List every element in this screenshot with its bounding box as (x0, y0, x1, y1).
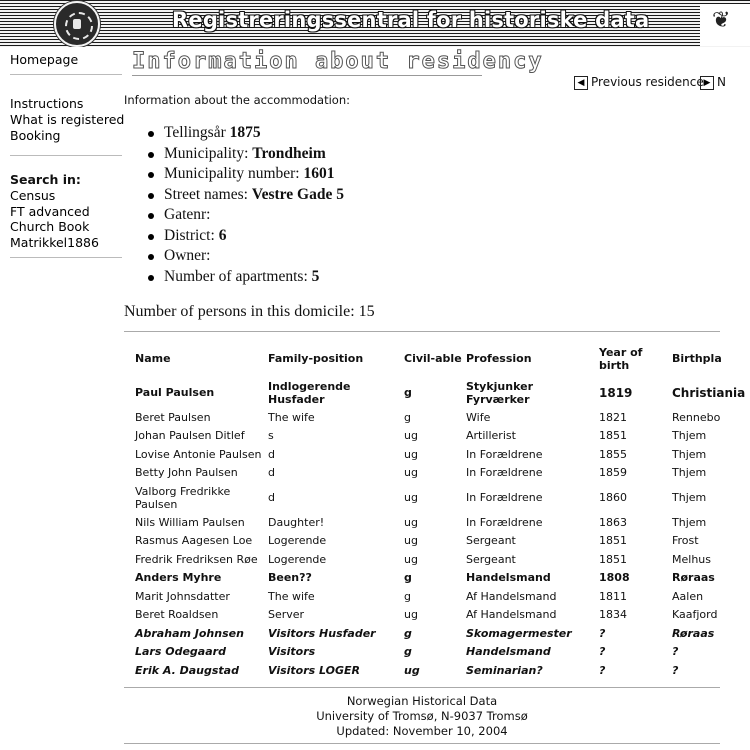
fact-street-names: Street names: Vestre Gade 5 (146, 185, 344, 206)
persons-table (132, 340, 745, 680)
table-row: Lovise Antonie Paulsen d ug In Forældrene 1855 Thjem (135, 447, 707, 461)
ornament-icon: ❦ (712, 8, 731, 33)
col-header-name: Name (135, 352, 171, 365)
table-row: Rasmus Aagesen Loe Logerende ug Sergeant 1851 Frost (135, 534, 699, 548)
fact-owner: Owner: (146, 246, 344, 267)
table-header-row (132, 340, 745, 377)
fact-apartments: Number of apartments: 5 (146, 267, 344, 288)
site-title: Registreringssentral for historiske data (172, 8, 650, 32)
page-footer (124, 694, 720, 739)
footer-updated: Updated: November 10, 2004 (336, 724, 508, 738)
nav-divider (10, 74, 122, 75)
fact-municipality: Municipality: Trondheim (146, 144, 344, 165)
fact-district: District: 6 (146, 226, 344, 247)
nav-what-registered[interactable]: What is registered (10, 112, 125, 127)
search-in-label: Search in: (10, 172, 81, 187)
nav-divider (10, 155, 122, 156)
table-row: Betty John Paulsen d ug In Forældrene 1859 Thjem (135, 466, 707, 480)
table-row: Johan Paulsen Ditlef s ug Artillerist 1851 Thjem (135, 429, 707, 443)
nav-homepage[interactable]: Homepage (10, 52, 79, 67)
footer-org: Norwegian Historical Data (346, 694, 498, 708)
col-header-family-position: Family-position (268, 352, 364, 365)
previous-residence-link[interactable]: Previous residence (591, 75, 704, 89)
footer-address: University of Tromsø, N-9037 Tromsø (316, 709, 528, 723)
nav-search-census[interactable]: Census (10, 188, 56, 203)
title-underline (132, 75, 482, 76)
table-bottom-rule (124, 687, 720, 688)
col-header-birthplace: Birthpla (672, 352, 722, 365)
col-header-civil-status: Civil-able (404, 352, 462, 365)
table-row: Beret Roaldsen Server ug Af Handelsmand 1834 Kaafjord (135, 608, 718, 622)
next-arrow-icon[interactable]: ▶ (700, 76, 714, 90)
table-row: Marit Johnsdatter The wife g Af Handelsmand 1811 Aalen (135, 589, 704, 603)
site-banner (0, 0, 750, 47)
col-header-year-of-birth: Year of birth (599, 345, 643, 372)
table-row: Nils William Paulsen Daughter! ug In Forældrene 1863 Thjem (135, 515, 707, 529)
table-row: Erik A. Daugstad Visitors LOGER ug Seminarian? ? ? (135, 663, 679, 677)
fact-municipality-number: Municipality number: 1601 (146, 164, 344, 185)
table-row: Valborg Fredrikke Paulsen d ug In Forældrene 1860 Thjem (135, 484, 707, 511)
table-row: Beret Paulsen The wife g Wife 1821 Rennebo (135, 410, 721, 424)
previous-arrow-icon[interactable]: ◀ (574, 76, 588, 90)
table-row: Lars Odegaard Visitors g Handelsmand ? ? (135, 645, 679, 659)
nav-booking[interactable]: Booking (10, 128, 61, 143)
col-header-profession: Profession (466, 352, 532, 365)
table-row: Anders Myhre Been?? g Handelsmand 1808 Røraas (135, 571, 715, 585)
table-row: Fredrik Fredriksen Røe Logerende ug Sergeant 1851 Melhus (135, 552, 711, 566)
persons-count: Number of persons in this domicile: 15 (124, 303, 375, 320)
table-top-rule (124, 331, 720, 332)
table-row: Paul Paulsen Indlogerende Husfader g Stykjunker Fyrværker 1819 Christiania (135, 379, 746, 406)
fact-street-number: Gatenr: (146, 205, 344, 226)
nav-instructions[interactable]: Instructions (10, 96, 84, 111)
next-residence-link[interactable]: N (717, 75, 726, 89)
table-row: Abraham Johnsen Visitors Husfader g Skomagermester ? Røraas (135, 626, 715, 640)
nav-search-ft-advanced[interactable]: FT advanced (10, 204, 90, 219)
nav-search-church-book[interactable]: Church Book (10, 219, 90, 234)
nav-search-matrikkel[interactable]: Matrikkel1886 (10, 235, 99, 250)
logo-seal-icon[interactable] (54, 1, 100, 47)
footer-rule (124, 743, 720, 744)
accommodation-intro: Information about the accommodation: (124, 93, 351, 107)
page-title: Information about residency (132, 49, 544, 74)
nav-divider (10, 257, 122, 258)
fact-census-year: Tellingsår 1875 (146, 123, 344, 144)
accommodation-facts (146, 123, 344, 287)
